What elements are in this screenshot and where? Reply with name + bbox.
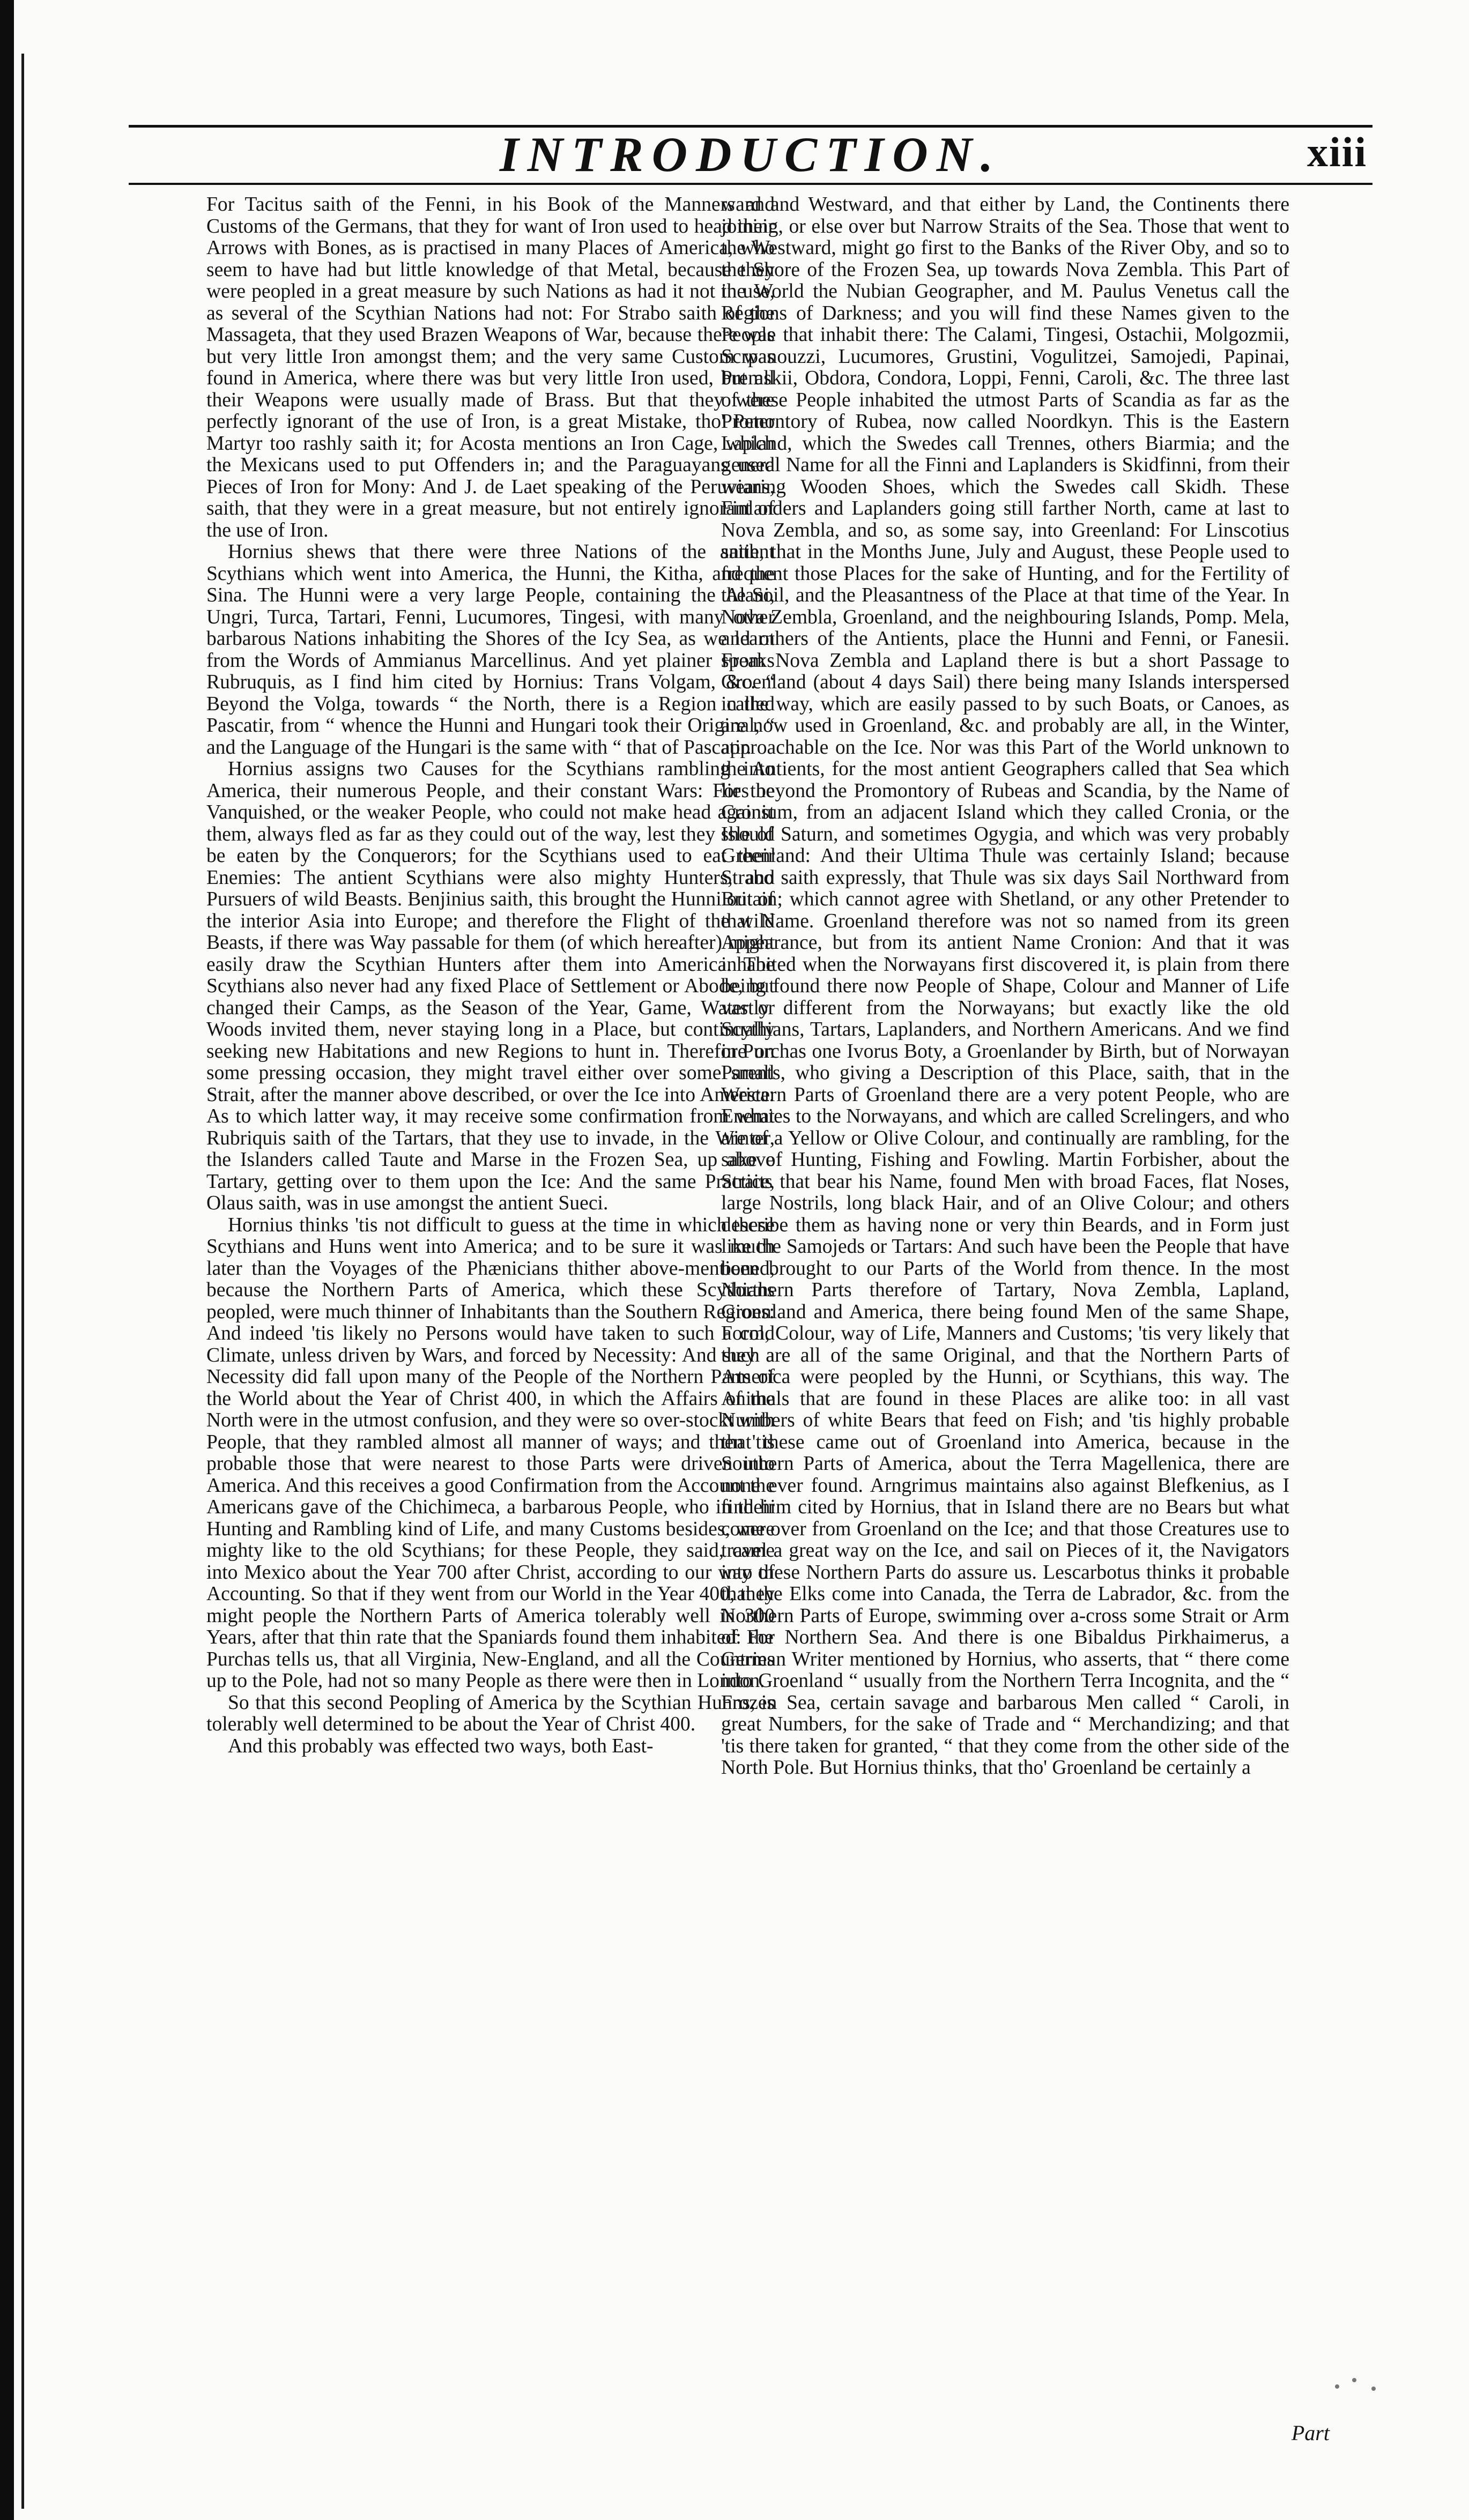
paragraph: Hornius thinks 'tis not difficult to guess at the time in which these Scythians and Huns went into America; and to be sure it was much later than the Voyages of the Phænicians thither above-mentioned, because the Northern Parts of America, which these Scythians peopled, were much thinner of Inhabitants than the Southern Regions: And indeed 'tis likely no Persons would have taken to such a cold Climate, unless driven by Wars, and forced by Necessity: And such a Necessity did fall upon many of the People of the Northern Parts of the World about the Year of Christ 400, in which the Affairs of the North were in the utmost confusion, and they were so over-stockt with People, that they rambled almost all manner of ways; and then 'tis probable those that were nearest to those Parts were driven into America. And this receives a good Confirmation from the Account the Americans gave of the Chichimeca, a barbarous People, who in their Hunting and Rambling kind of Life, and many Customs besides, were mighty like to the old Scythians; for these People, they said, came into Mexico about the Year 700 after Christ, according to our way of Accounting. So that if they went from our World in the Year 400, they might people the Northern Parts of America tolerably well in 300 Years, after that thin rate that the Spaniards found them inhabited: For Purchas tells us, that all Virginia, New-England, and all the Countries up to the Pole, had not so many People as there were then in London.	[206, 1214, 775, 1692]
paragraph: Hornius shews that there were three Nations of the antient Scythians which went into America, the Hunni, the Kitha, and the Sina. The Hunni were a very large People, containing the Alani, Ungri, Turca, Tartari, Fenni, Lucumores, Tingesi, with many other barbarous Nations inhabiting the Shores of the Icy Sea, as we learn from the Words of Ammianus Marcellinus. And yet plainer speaks Rubruquis, as I find him cited by Hornius: Trans Volgam, &c. “ Beyond the Volga, towards “ the North, there is a Region called Pascatir, from “ whence the Hunni and Hungari took their Original, “ and the Language of the Hungari is the same with “ that of Pascatir.	[206, 541, 775, 759]
paragraph: And this probably was effected two ways, both East-	[228, 1735, 654, 1757]
catchword: Part	[1291, 2421, 1330, 2445]
page-number: xiii	[1307, 129, 1367, 175]
page-edge-shadow	[0, 0, 14, 2520]
left-text-column	[206, 194, 775, 1757]
header-rule-bottom	[129, 183, 1372, 185]
right-text-column	[721, 194, 1289, 1779]
paragraph: Hornius assigns two Causes for the Scythians rambling into America, their numerous People, and their constant Wars: For the Vanquished, or the weaker People, who could not make head against them, always fled as far as they could out of the way, lest they should be eaten by the Conquerors; for the Scythians used to eat their Enemies: The antient Scythians were also mighty Hunters, and Pursuers of wild Beasts. Benjinius saith, this brought the Hunni out of the interior Asia into Europe; and therefore the Flight of the wild Beasts, if there was Way passable for them (of which hereafter) might easily draw the Scythian Hunters after them into America. The Scythians also never had any fixed Place of Settlement or Abode, but changed their Camps, as the Season of the Year, Game, Water or Woods invited them, never staying long in a Place, but continually seeking new Habitations and new Regions to hunt in. Therefore on some pressing occasion, they might travel either over some small Strait, after the manner above described, or over the Ice into America: As to which latter way, it may receive some confirmation from what Rubriquis saith of the Tartars, that they use to invade, in the Winter, the Islanders called Taute and Marse in the Frozen Sea, up above Tartary, getting over to them upon the Ice: And the same Practice, Olaus saith, was in use amongst the antient Sueci.	[206, 758, 775, 1214]
running-header	[129, 115, 1372, 182]
marginal-ink-specks	[1330, 2375, 1394, 2396]
page-gutter-line	[21, 54, 24, 2509]
paragraph: ward and Westward, and that either by Land, the Continents there joining, or else over but Narrow Straits of the Sea. Those that went to the Westward, might go first to the Banks of the River Oby, and so to the Shore of the Frozen Sea, up towards Nova Zembla. This Part of the World the Nubian Geographer, and M. Paulus Venetus call the Regions of Darkness; and you will find these Names given to the People that inhabit there: The Calami, Tingesi, Ostachii, Molgozmii, Scrpanouzzi, Lucumores, Grustini, Vogulitzei, Samojedi, Papinai, Premskii, Obdora, Condora, Loppi, Fenni, Caroli, &c. The three last of these People inhabited the utmost Parts of Scandia as far as the Promontory of Rubea, now called Noordkyn. This is the Eastern Lapland, which the Swedes call Trennes, others Biarmia; and the general Name for all the Finni and Laplanders is Skidfinni, from their wearing Wooden Shoes, which the Swedes call Skidh. These Finlanders and Laplanders going still farther North, came at last to Nova Zembla, and so, as some say, into Greenland: For Linscotius saith, that in the Months June, July and August, these People used to frequent those Places for the sake of Hunting, and for the Fertility of the Soil, and the Pleasantness of the Place at that time of the Year. In Nova Zembla, Groenland, and the neighbouring Islands, Pomp. Mela, and others of the Antients, place the Hunni and Fenni, or Fanesii. From Nova Zembla and Lapland there is but a short Passage to Groenland (about 4 days Sail) there being many Islands interspersed in the way, which are easily passed to by such Boats, or Canoes, as are now used in Groenland, &c. and probably are all, in the Winter, approachable on the Ice. Nor was this Part of the World unknown to the Antients, for the most antient Geographers called that Sea which lies beyond the Promontory of Rubeas and Scandia, by the Name of Cronium, from an adjacent Island which they called Cronia, or the Isle of Saturn, and sometimes Ogygia, and which was very probably Greenland: And their Ultima Thule was certainly Island; because Strabo saith expressly, that Thule was six days Sail Northward from Britain; which cannot agree with Shetland, or any other Pretender to that Name. Groenland therefore was not so named from its green Appearance, but from its antient Name Cronion: And that it was inhabited when the Norwayans first discovered it, is plain from there being found there now People of Shape, Colour and Manner of Life vastly different from the Norwayans; but exactly like the old Scythians, Tartars, Laplanders, and Northern Americans. And we find in Purchas one Ivorus Boty, a Groenlander by Birth, but of Norwayan Parents, who giving a Description of this Place, saith, that in the Western Parts of Groenland there are a very potent People, who are Enemies to the Norwayans, and which are called Screlingers, and who are of a Yellow or Olive Colour, and continually are rambling, for the sake of Hunting, Fishing and Fowling. Martin Forbisher, about the Straits that bear his Name, found Men with broad Faces, flat Noses, large Nostrils, long black Hair, and of an Olive Colour; and others describe them as having none or very thin Beards, and in Form just like the Samojeds or Tartars: And such have been the People that have been brought to our Parts of the World from thence. In the most Northern Parts therefore of Tartary, Nova Zembla, Lapland, Groenland and America, there being found Men of the same Shape, Form, Colour, way of Life, Manners and Customs; 'tis very likely that they are all of the same Original, and that the Northern Parts of America were peopled by the Hunni, or Scythians, this way. The Animals that are found in these Places are alike too: in all vast Numbers of white Bears that feed on Fish; and 'tis highly probable that these came out of Groenland into America, because in the Southern Parts of America, about the Terra Magellenica, there are none ever found. Arngrimus maintains also against Blefkenius, as I find him cited by Hornius, that in Island there are no Bears but what come over from Groenland on the Ice; and that those Creatures use to travel a great way on the Ice, and sail on Pieces of it, the Navigators into these Northern Parts do assure us. Lescarbotus thinks it probable that the Elks come into Canada, the Terra de Labrador, &c. from the Northern Parts of Europe, swimming over a-cross some Strait or Arm of the Northern Sea. And there is one Bibaldus Pirkhaimerus, a German Writer mentioned by Hornius, who asserts, that “ there come into Groenland “ usually from the Northern Terra Incognita, and the “ Frozen Sea, certain savage and barbarous Men called “ Caroli, in great Numbers, for the sake of Trade and “ Merchandizing; and that 'tis there taken for granted, “ that they come from the other side of the North Pole. But Hornius thinks, that tho' Groenland be certainly a	[721, 194, 1289, 1779]
running-title: INTRODUCTION.	[499, 127, 1002, 182]
paragraph: So that this second Peopling of America by the Scythian Hunns, is tolerably well determined to be about the Year of Christ 400.	[206, 1691, 775, 1735]
paragraph: For Tacitus saith of the Fenni, in his Book of the Manners and Customs of the Germans, that they for want of Iron used to head their Arrows with Bones, as is practised in many Places of America, who seem to have had but little knowledge of that Metal, because they were peopled in a great measure by such Nations as had it not in use, as several of the Scythian Nations had not: For Strabo saith of the Massageta, that they used Brazen Weapons of War, because there was but very little Iron amongst them; and the very same Custom was found in America, where there was but very little Iron used, but all their Weapons were usually made of Brass. But that they were perfectly ignorant of the use of Iron, is a great Mistake, tho' Peter Martyr too rashly saith it; for Acosta mentions an Iron Cage, which the Mexicans used to put Offenders in; and the Paraguayans used Pieces of Iron for Mony: And J. de Laet speaking of the Peruvians, saith, that they were in a great measure, but not entirely ignorant of the use of Iron.	[206, 194, 775, 541]
